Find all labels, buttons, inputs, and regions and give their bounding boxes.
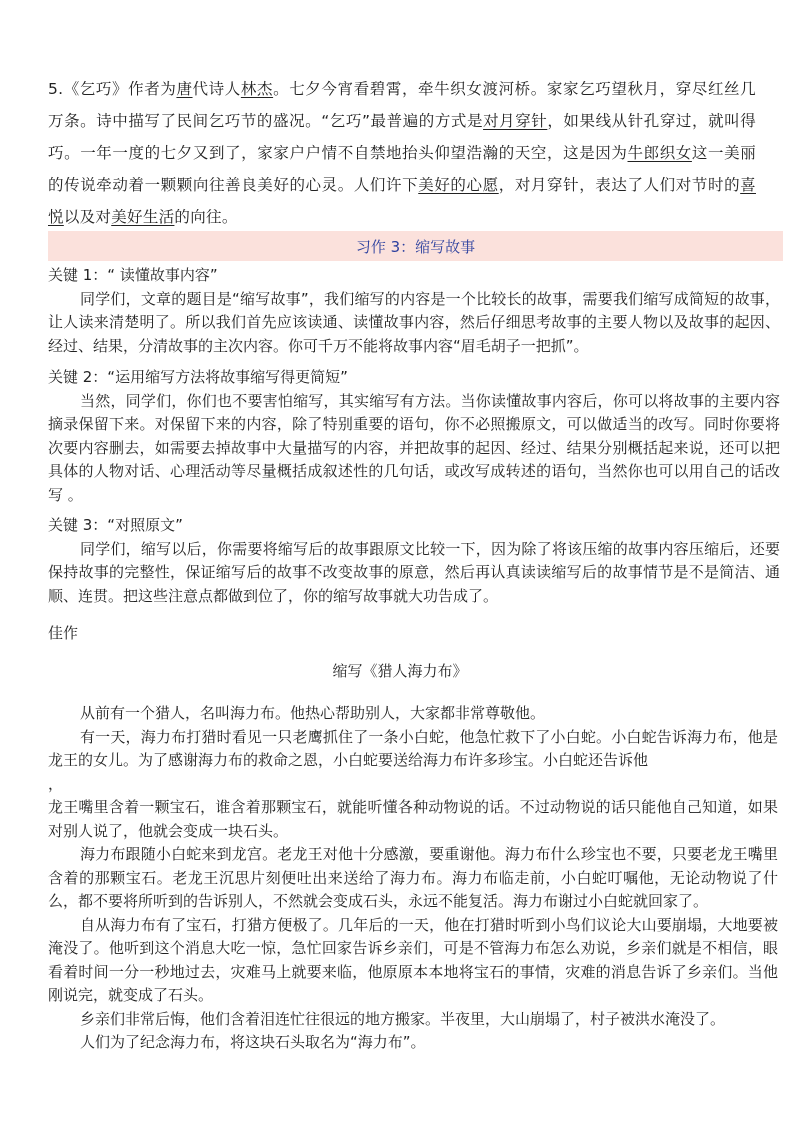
key-3-section (48, 514, 780, 608)
section-banner (48, 231, 783, 261)
sample-label: 佳作 (48, 624, 79, 642)
q5-text: 的向往。 (174, 208, 238, 226)
story-paragraph: 人们为了纪念海力布，将这块石头取名为“海力布”。 (80, 1033, 426, 1051)
story-body (48, 702, 778, 1055)
key-3-heading: 关键 3：“对照原文” (48, 516, 183, 534)
q5-answer-custom: 对月穿针 (483, 112, 548, 130)
q5-answer-poet: 林杰 (240, 80, 274, 98)
question-5-paragraph (48, 73, 756, 233)
q5-answer-wish: 美好的心愿 (418, 176, 499, 194)
story-paragraph: 乡亲们非常后悔，他们含着泪连忙往很远的地方搬家。半夜里，大山崩塌了，村子被洪水淹没了。 (80, 1009, 726, 1028)
q5-text: 。七夕今宵看碧霄，牵牛织女渡河桥。家家乞巧望秋月，穿尽红丝几万条。诗中描写了民间乞巧节的盛况。“乞巧”最普遍的方式是 (48, 80, 756, 130)
q5-answer-legend: 牛郎织女 (627, 144, 692, 162)
q5-text: 5.《乞巧》作者为 (48, 80, 177, 98)
key-1-body: 同学们，文章的题目是“缩写故事”，我们缩写的内容是一个比较长的故事，需要我们缩写成简短的故事，让人读来清楚明了。所以我们首先应该读通、读懂故事内容，然后仔细思考故事的主要人物以及故事的起因、经过、结果，分清故事的主次内容。你可千万不能将故事内容“眉毛胡子一把抓”。 (48, 289, 780, 355)
q5-text: 代诗人 (192, 80, 241, 98)
story-stray-comma: ， (48, 774, 64, 793)
q5-answer-life: 美好生活 (111, 208, 175, 226)
story-paragraph: 从前有一个猎人，名叫海力布。他热心帮助别人，大家都非常尊敬他。 (80, 704, 546, 722)
key-2-section (48, 366, 780, 507)
q5-text: 这一美丽的传说牵动着一颗颗向往善良美好的心灵。人们许下 (48, 144, 756, 194)
q5-text: ，对月穿针，表达了人们对节时的 (498, 176, 741, 194)
q5-text: 以及对 (63, 208, 112, 226)
q5-answer-joy: 喜悦 (48, 176, 756, 226)
story-title: 缩写《猎人海力布》 (332, 662, 468, 680)
story-paragraph: 自从海力布有了宝石，打猎方便极了。几年后的一天，他在打猎时听到小鸟们议论大山要崩塌，大地要被淹没了。他听到这个消息大吃一惊，急忙回家告诉乡亲们，可是不管海力布怎么劝说，乡亲们就是不相信，眼看着时间一分一秒地过去，灾难马上就要来临，他原原本本地将宝石的事情，灾难的消息告诉了乡亲们。当他刚说完，就变成了石头。 (48, 915, 778, 1004)
key-3-body: 同学们，缩写以后，你需要将缩写后的故事跟原文比较一下，因为除了将该压缩的故事内容压缩后，还要保持故事的完整性，保证缩写后的故事不改变故事的原意，然后再认真读读缩写后的故事情节是不是简洁、通顺、连贯。把这些注意点都做到位了，你的缩写故事就大功告成了。 (48, 539, 780, 605)
q5-answer-dynasty: 唐 (176, 80, 193, 98)
key-1-section (48, 264, 780, 358)
story-paragraph: 有一天，海力布打猎时看见一只老鹰抓住了一条小白蛇，他急忙救下了小白蛇。小白蛇告诉海力布，他是龙王的女儿。为了感谢海力布的救命之恩，小白蛇要送给海力布许多珍宝。小白蛇还告诉他 (48, 727, 778, 769)
section-banner-title: 习作 3：缩写故事 (355, 237, 476, 256)
q5-text: ，如果线从针孔穿过，就叫得巧。一年一度的七夕又到了，家家户户情不自禁地抬头仰望浩瀚的天空，这是因为 (48, 112, 757, 162)
story-paragraph: 海力布跟随小白蛇来到龙宫。老龙王对他十分感激，要重谢他。海力布什么珍宝也不要，只要老龙王嘴里含着的那颗宝石。老龙王沉思片刻便吐出来送给了海力布。海力布临走前，小白蛇叮嘱他，无论动物说了什么，都不要将所听到的告诉别人，不然就会变成石头，永远不能复活。海力布谢过小白蛇就回家了。 (48, 845, 778, 910)
key-1-heading: 关键 1：“ 读懂故事内容” (48, 266, 218, 284)
story-paragraph: 龙王嘴里含着一颗宝石，谁含着那颗宝石，就能听懂各种动物说的话。不过动物说的话只能他自己知道，如果对别人说了，他就会变成一块石头。 (48, 798, 778, 840)
key-2-heading: 关键 2：“运用缩写方法将故事缩写得更简短” (48, 368, 348, 386)
key-2-body: 当然，同学们，你们也不要害怕缩写，其实缩写有方法。当你读懂故事内容后，你可以将故事的主要内容摘录保留下来。对保留下来的内容，除了特别重要的语句，你不必照搬原文，可以做适当的改写。同时你要将次要内容删去，如需要去掉故事中大量描写的内容，并把故事的起因、经过、结果分别概括起来说，还可以把具体的人物对话、心理活动等尽量概括成叙述性的几句话，或改写成转述的语句，当然你也可以用自己的话改写 。 (48, 391, 780, 504)
